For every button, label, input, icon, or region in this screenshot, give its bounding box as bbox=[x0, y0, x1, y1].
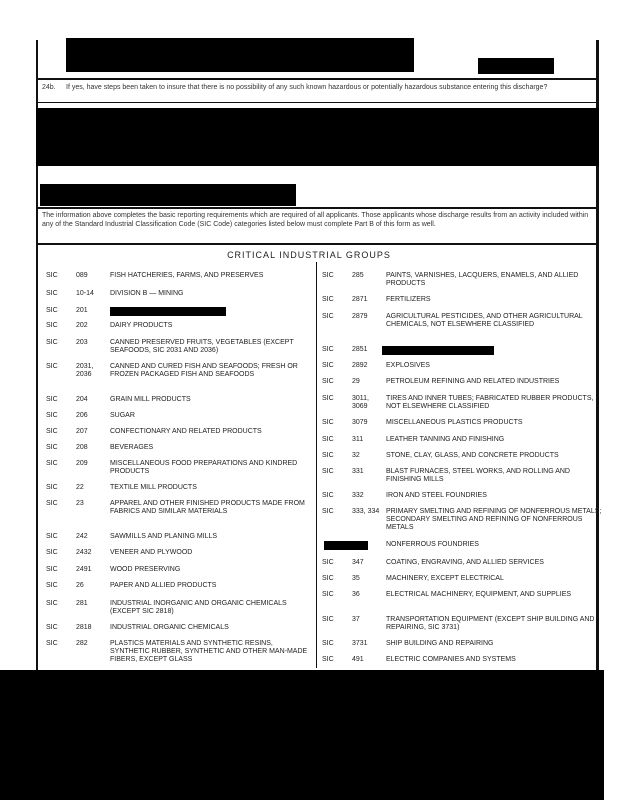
sic-code: 2892 bbox=[352, 362, 368, 369]
sic-label: SIC bbox=[322, 362, 334, 369]
sic-label: SIC bbox=[46, 566, 58, 573]
sic-code: 3731 bbox=[352, 640, 368, 647]
sic-code: 10-14 bbox=[76, 290, 94, 297]
sic-description: GRAIN MILL PRODUCTS bbox=[110, 396, 191, 403]
sic-label: SIC bbox=[46, 396, 58, 403]
redaction-block bbox=[110, 307, 226, 316]
sic-label: SIC bbox=[322, 640, 334, 647]
sic-label: SIC bbox=[46, 428, 58, 435]
sic-code: 26 bbox=[76, 582, 84, 589]
sic-description: MISCELLANEOUS FOOD PREPARATIONS AND KINDRED PRODUCTS bbox=[110, 460, 298, 475]
sic-code: 2818 bbox=[76, 624, 92, 631]
sic-label: SIC bbox=[46, 460, 58, 467]
sic-label: SIC bbox=[46, 582, 58, 589]
sic-code: 333, 334 bbox=[352, 508, 380, 515]
question-text: If yes, have steps been taken to insure that there is no possibility of any such known hazardous or potentially hazardous substance entering this discharge? bbox=[66, 84, 548, 91]
sic-label: SIC bbox=[322, 436, 334, 443]
redaction-block bbox=[0, 670, 604, 800]
sic-description: TEXTILE MILL PRODUCTS bbox=[110, 484, 197, 491]
sic-description: STONE, CLAY, GLASS, AND CONCRETE PRODUCTS bbox=[386, 452, 559, 459]
sic-description: COATING, ENGRAVING, AND ALLIED SERVICES bbox=[386, 559, 544, 566]
sic-description: INDUSTRIAL ORGANIC CHEMICALS bbox=[110, 624, 229, 631]
sic-description: PAINTS, VARNISHES, LACQUERS, ENAMELS, AND ALLIED PRODUCTS bbox=[386, 272, 579, 287]
sic-label: SIC bbox=[322, 272, 334, 279]
sic-code: 491 bbox=[352, 656, 364, 663]
sic-code: 3011, 3069 bbox=[352, 395, 369, 410]
sic-label: SIC bbox=[46, 290, 58, 297]
divider-line bbox=[36, 78, 599, 80]
sic-code: 29 bbox=[352, 378, 360, 385]
sic-description: EXPLOSIVES bbox=[386, 362, 430, 369]
sic-description: MACHINERY, EXCEPT ELECTRICAL bbox=[386, 575, 504, 582]
sic-code: 2491 bbox=[76, 566, 92, 573]
sic-description: IRON AND STEEL FOUNDRIES bbox=[386, 492, 487, 499]
redaction-block bbox=[40, 184, 296, 206]
sic-code: 311 bbox=[352, 436, 364, 443]
sic-code: 282 bbox=[76, 640, 88, 647]
sic-code: 35 bbox=[352, 575, 360, 582]
sic-description: AGRICULTURAL PESTICIDES, AND OTHER AGRICULTURAL CHEMICALS, NOT ELSEWHERE CLASSIFIED bbox=[386, 313, 583, 328]
sic-label: SIC bbox=[46, 533, 58, 540]
sic-code: 23 bbox=[76, 500, 84, 507]
sic-code: 285 bbox=[352, 272, 364, 279]
sic-label: SIC bbox=[322, 419, 334, 426]
sic-code: 242 bbox=[76, 533, 88, 540]
sic-description: NONFERROUS FOUNDRIES bbox=[386, 541, 479, 548]
question-number: 24b. bbox=[42, 84, 56, 91]
sic-label: SIC bbox=[46, 600, 58, 607]
sic-description: ELECTRIC COMPANIES AND SYSTEMS bbox=[386, 656, 516, 663]
sic-description: FISH HATCHERIES, FARMS, AND PRESERVES bbox=[110, 272, 264, 279]
sic-label: SIC bbox=[322, 452, 334, 459]
sic-label: SIC bbox=[322, 378, 334, 385]
sic-code: 22 bbox=[76, 484, 84, 491]
sic-description: VENEER AND PLYWOOD bbox=[110, 549, 193, 556]
sic-code: 089 bbox=[76, 272, 88, 279]
sic-code: 2031, 2036 bbox=[76, 363, 94, 378]
sic-description: SUGAR bbox=[110, 412, 135, 419]
sic-code: 281 bbox=[76, 600, 88, 607]
sic-description: PLASTICS MATERIALS AND SYNTHETIC RESINS, SYNTHETIC RUBBER, SYNTHETIC AND OTHER MAN-MADE FIBERS, EXCEPT GLASS bbox=[110, 640, 308, 663]
divider-line bbox=[36, 243, 599, 245]
divider-line bbox=[36, 102, 599, 103]
section-title: CRITICAL INDUSTRIAL GROUPS bbox=[227, 250, 391, 260]
sic-label: SIC bbox=[46, 500, 58, 507]
sic-label: SIC bbox=[322, 591, 334, 598]
sic-label: SIC bbox=[46, 484, 58, 491]
sic-label: SIC bbox=[322, 656, 334, 663]
sic-label: SIC bbox=[322, 468, 334, 475]
sic-description: BEVERAGES bbox=[110, 444, 154, 451]
sic-label: SIC bbox=[46, 444, 58, 451]
sic-label: SIC bbox=[322, 313, 334, 320]
sic-label: SIC bbox=[46, 307, 58, 314]
sic-label: SIC bbox=[46, 412, 58, 419]
sic-description: APPAREL AND OTHER FINISHED PRODUCTS MADE FROM FABRICS AND SIMILAR MATERIALS bbox=[110, 500, 305, 515]
sic-label: SIC bbox=[46, 322, 58, 329]
redaction-block bbox=[382, 346, 494, 355]
sic-label: SIC bbox=[322, 559, 334, 566]
sic-description: CANNED AND CURED FISH AND SEAFOODS; FRESH OR FROZEN PACKAGED FISH AND SEAFOODS bbox=[110, 363, 298, 378]
sic-description: SHIP BUILDING AND REPAIRING bbox=[386, 640, 494, 647]
sic-code: 207 bbox=[76, 428, 88, 435]
sic-label: SIC bbox=[322, 575, 334, 582]
sic-code: 206 bbox=[76, 412, 88, 419]
sic-code: 331 bbox=[352, 468, 364, 475]
sic-label: SIC bbox=[46, 549, 58, 556]
sic-code: 202 bbox=[76, 322, 88, 329]
sic-label: SIC bbox=[46, 272, 58, 279]
instructions-paragraph: The information above completes the basic reporting requirements which are required of all applicants. Those applicants whose discharge results from an activity included within any of the Standard Industrial Classification Code (SIC Code) categories listed below must complete Part B of this form as well. bbox=[42, 212, 589, 228]
sic-label: SIC bbox=[322, 616, 334, 623]
sic-description: FERTILIZERS bbox=[386, 296, 431, 303]
sic-description: CANNED PRESERVED FRUITS, VEGETABLES (EXCEPT SEAFOODS, SIC 2031 AND 2036) bbox=[110, 339, 294, 354]
sic-description: INDUSTRIAL INORGANIC AND ORGANIC CHEMICALS (EXCEPT SIC 2818) bbox=[110, 600, 287, 615]
sic-code: 32 bbox=[352, 452, 360, 459]
sic-description: CONFECTIONARY AND RELATED PRODUCTS bbox=[110, 428, 262, 435]
sic-label: SIC bbox=[322, 346, 334, 353]
sic-label: SIC bbox=[322, 296, 334, 303]
sic-description: DIVISION B — MINING bbox=[110, 290, 184, 297]
sic-code: 347 bbox=[352, 559, 364, 566]
sic-code: 204 bbox=[76, 396, 88, 403]
sic-description: WOOD PRESERVING bbox=[110, 566, 181, 573]
redaction-block bbox=[324, 541, 368, 550]
sic-label: SIC bbox=[322, 508, 334, 515]
column-divider bbox=[316, 262, 317, 668]
sic-description: MISCELLANEOUS PLASTICS PRODUCTS bbox=[386, 419, 523, 426]
sic-code: 208 bbox=[76, 444, 88, 451]
sic-label: SIC bbox=[46, 339, 58, 346]
sic-label: SIC bbox=[46, 363, 58, 370]
divider-line bbox=[36, 207, 599, 209]
sic-label: SIC bbox=[322, 395, 334, 402]
sic-code: 2432 bbox=[76, 549, 92, 556]
sic-code: 209 bbox=[76, 460, 88, 467]
sic-description: LEATHER TANNING AND FINISHING bbox=[386, 436, 505, 443]
sic-label: SIC bbox=[46, 624, 58, 631]
sic-code: 3079 bbox=[352, 419, 368, 426]
sic-description: TIRES AND INNER TUBES; FABRICATED RUBBER PRODUCTS, NOT ELSEWHERE CLASSIFIED bbox=[386, 395, 594, 410]
sic-code: 332 bbox=[352, 492, 364, 499]
sic-description: PAPER AND ALLIED PRODUCTS bbox=[110, 582, 217, 589]
redaction-block bbox=[36, 108, 599, 166]
sic-description: PRIMARY SMELTING AND REFINING OF NONFERROUS METALS; SECONDARY SMELTING AND REFINING OF NONFERROUS METALS bbox=[386, 508, 602, 531]
sic-code: 2871 bbox=[352, 296, 368, 303]
sic-code: 37 bbox=[352, 616, 360, 623]
sic-description: TRANSPORTATION EQUIPMENT (EXCEPT SHIP BUILDING AND REPAIRING, SIC 3731) bbox=[386, 616, 595, 631]
sic-label: SIC bbox=[46, 640, 58, 647]
sic-code: 36 bbox=[352, 591, 360, 598]
sic-label: SIC bbox=[322, 492, 334, 499]
sic-description: DAIRY PRODUCTS bbox=[110, 322, 173, 329]
sic-description: ELECTRICAL MACHINERY, EQUIPMENT, AND SUPPLIES bbox=[386, 591, 572, 598]
sic-code: 2851 bbox=[352, 346, 368, 353]
sic-code: 201 bbox=[76, 307, 88, 314]
redaction-block bbox=[66, 38, 414, 72]
sic-code: 203 bbox=[76, 339, 88, 346]
redaction-block bbox=[478, 58, 554, 74]
sic-code: 2879 bbox=[352, 313, 368, 320]
sic-description: SAWMILLS AND PLANING MILLS bbox=[110, 533, 218, 540]
sic-description: BLAST FURNACES, STEEL WORKS, AND ROLLING AND FINISHING MILLS bbox=[386, 468, 570, 483]
sic-description: PETROLEUM REFINING AND RELATED INDUSTRIES bbox=[386, 378, 560, 385]
